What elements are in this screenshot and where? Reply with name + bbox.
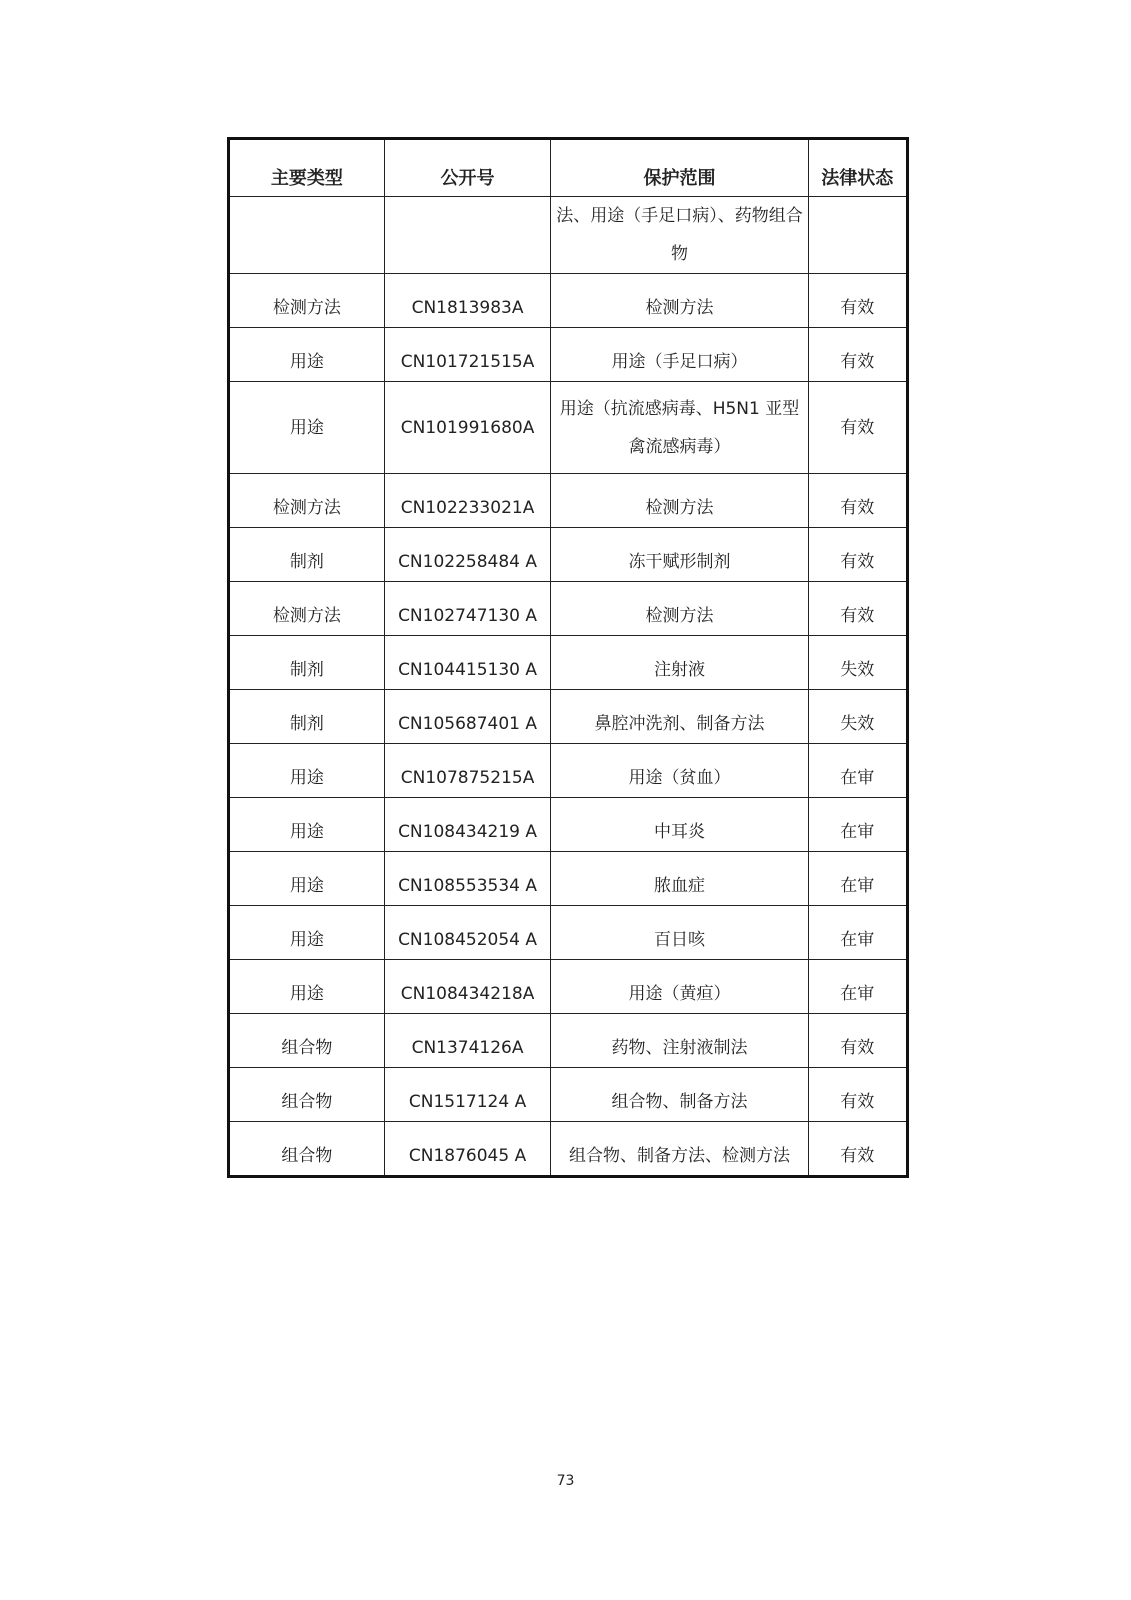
cell-status: 有效	[808, 1068, 907, 1122]
cell-scope: 中耳炎	[551, 798, 808, 852]
cell-number: CN108434219 A	[384, 798, 551, 852]
table-row	[229, 1014, 908, 1068]
cell-type: 检测方法	[229, 274, 385, 328]
table-row	[229, 274, 908, 328]
cell-number: CN105687401 A	[384, 690, 551, 744]
cell-type: 用途	[229, 906, 385, 960]
table-row	[229, 960, 908, 1014]
cell-type	[229, 197, 385, 274]
cell-status: 有效	[808, 582, 907, 636]
cell-number: CN108452054 A	[384, 906, 551, 960]
cell-status: 在审	[808, 744, 907, 798]
cell-status: 有效	[808, 474, 907, 528]
cell-number: CN102233021A	[384, 474, 551, 528]
cell-status: 在审	[808, 852, 907, 906]
page-number: 73	[556, 1473, 575, 1489]
cell-number: CN107875215A	[384, 744, 551, 798]
cell-type: 组合物	[229, 1068, 385, 1122]
cell-number: CN108553534 A	[384, 852, 551, 906]
cell-type: 用途	[229, 960, 385, 1014]
header-number: 公开号	[384, 139, 551, 197]
cell-number: CN1813983A	[384, 274, 551, 328]
cell-number: CN1517124 A	[384, 1068, 551, 1122]
cell-status: 失效	[808, 636, 907, 690]
table-row	[229, 1068, 908, 1122]
table-row	[229, 744, 908, 798]
cell-scope: 用途（抗流感病毒、H5N1 亚型禽流感病毒）	[551, 382, 808, 474]
table-row	[229, 382, 908, 474]
cell-status	[808, 197, 907, 274]
cell-number: CN102258484 A	[384, 528, 551, 582]
cell-scope: 用途（手足口病）	[551, 328, 808, 382]
cell-type: 用途	[229, 852, 385, 906]
cell-status: 有效	[808, 328, 907, 382]
cell-type: 检测方法	[229, 474, 385, 528]
table-row	[229, 528, 908, 582]
cell-scope: 组合物、制备方法	[551, 1068, 808, 1122]
cell-type: 组合物	[229, 1122, 385, 1177]
cell-scope: 用途（贫血）	[551, 744, 808, 798]
cell-type: 检测方法	[229, 582, 385, 636]
cell-number: CN101721515A	[384, 328, 551, 382]
cell-scope: 鼻腔冲洗剂、制备方法	[551, 690, 808, 744]
cell-number: CN104415130 A	[384, 636, 551, 690]
patent-table	[227, 137, 909, 1178]
cell-type: 用途	[229, 744, 385, 798]
cell-status: 有效	[808, 382, 907, 474]
cell-status: 在审	[808, 798, 907, 852]
table-row	[229, 197, 908, 274]
table-row	[229, 798, 908, 852]
cell-status: 在审	[808, 960, 907, 1014]
cell-status: 有效	[808, 1122, 907, 1177]
cell-number: CN1374126A	[384, 1014, 551, 1068]
cell-scope: 检测方法	[551, 274, 808, 328]
cell-number	[384, 197, 551, 274]
cell-number: CN102747130 A	[384, 582, 551, 636]
table-row	[229, 474, 908, 528]
cell-status: 在审	[808, 906, 907, 960]
table-row	[229, 582, 908, 636]
table-row	[229, 1122, 908, 1177]
cell-type: 用途	[229, 382, 385, 474]
table-row	[229, 690, 908, 744]
cell-number: CN1876045 A	[384, 1122, 551, 1177]
cell-type: 组合物	[229, 1014, 385, 1068]
cell-type: 制剂	[229, 528, 385, 582]
header-status: 法律状态	[808, 139, 907, 197]
cell-number: CN101991680A	[384, 382, 551, 474]
header-type: 主要类型	[229, 139, 385, 197]
table-header-row	[229, 139, 908, 197]
cell-scope: 检测方法	[551, 582, 808, 636]
table-row	[229, 636, 908, 690]
cell-status: 失效	[808, 690, 907, 744]
cell-scope: 百日咳	[551, 906, 808, 960]
cell-scope: 用途（黄疸）	[551, 960, 808, 1014]
cell-scope: 检测方法	[551, 474, 808, 528]
table-row	[229, 906, 908, 960]
cell-scope: 组合物、制备方法、检测方法	[551, 1122, 808, 1177]
cell-number: CN108434218A	[384, 960, 551, 1014]
cell-status: 有效	[808, 528, 907, 582]
cell-type: 用途	[229, 798, 385, 852]
header-scope: 保护范围	[551, 139, 808, 197]
cell-status: 有效	[808, 274, 907, 328]
cell-scope: 冻干赋形制剂	[551, 528, 808, 582]
cell-scope: 脓血症	[551, 852, 808, 906]
cell-scope: 法、用途（手足口病）、药物组合物	[551, 197, 808, 274]
cell-type: 用途	[229, 328, 385, 382]
table-row	[229, 328, 908, 382]
cell-scope: 注射液	[551, 636, 808, 690]
cell-type: 制剂	[229, 690, 385, 744]
cell-type: 制剂	[229, 636, 385, 690]
table-row	[229, 852, 908, 906]
cell-scope: 药物、注射液制法	[551, 1014, 808, 1068]
cell-status: 有效	[808, 1014, 907, 1068]
